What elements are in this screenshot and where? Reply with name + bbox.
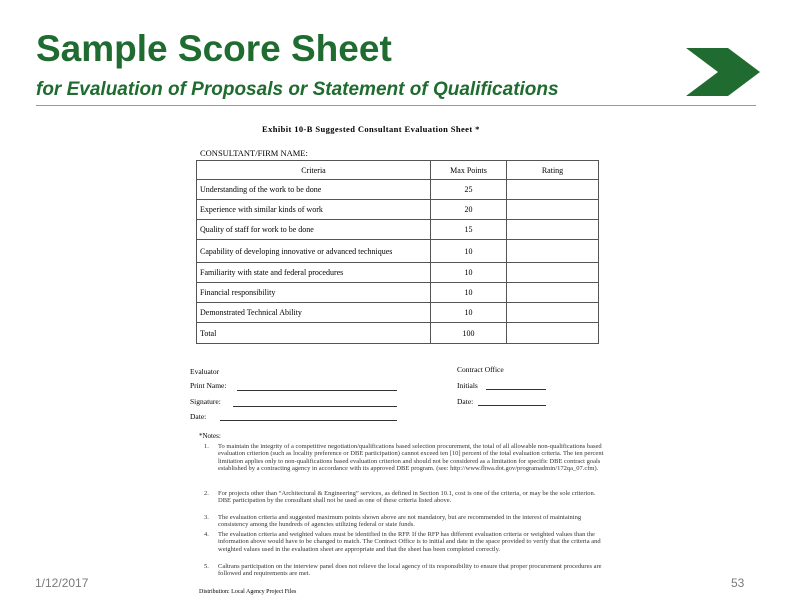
total-row [197,323,599,344]
header-rating: Rating [507,161,599,180]
note-number: 3. [204,514,209,521]
signature-line[interactable] [233,406,397,407]
rating-cell[interactable] [507,240,599,263]
slide-title: Sample Score Sheet [36,28,392,69]
firm-name-label: CONSULTANT/FIRM NAME: [200,148,308,158]
title-divider [36,105,756,106]
distribution-line: Distribution: Local Agency Project Files [199,589,297,595]
total-rating-cell[interactable] [507,323,599,344]
rating-cell[interactable] [507,200,599,220]
chevron-right-icon [686,46,762,98]
footer-date: 1/12/2017 [35,576,89,590]
max-points-cell: 25 [431,180,507,200]
header-criteria: Criteria [197,161,431,180]
table-row [197,263,599,283]
note-number: 2. [204,490,209,497]
max-points-cell: 10 [431,283,507,303]
header-max-points: Max Points [431,161,507,180]
table-row [197,220,599,240]
notes-heading: *Notes: [199,432,221,440]
note-text: To maintain the integrity of a competitive negotiation/qualifications based selection procurement, the total of all allowable non-qualifications based evaluation criterion (such as locality preference or DBE participation) cannot exceed ten [10] percent of the total evaluation criteria. The ten percent limitation applies only to non-qualifications based evaluation criterion and should not be considered as a limitation for specific DBE contract goals established by a contracting agency in accordance with its approved DBE program. (see: http://www.fhwa.dot.gov/programadmin/172qa_07.cfm). [218,443,604,472]
contract-date-line[interactable] [478,405,546,406]
slide-subtitle: for Evaluation of Proposals or Statement of Qualifications [36,79,559,100]
criteria-cell: Experience with similar kinds of work [197,200,431,220]
rating-cell[interactable] [507,180,599,200]
table-row [197,303,599,323]
rating-cell[interactable] [507,283,599,303]
max-points-cell: 15 [431,220,507,240]
note-number: 5. [204,563,209,570]
note-text: The evaluation criteria and weighted values must be identified in the RFP. If the RFP has different evaluation criteria or weighted values than the information above would have to be changed to match. The Contract Office is to initial and date in the space provided to verify that the criteria and weighted values used in the evaluation sheet are appropriate and that the sheet has been completed correctly. [218,531,601,553]
date-label: Date: [190,412,207,421]
criteria-cell: Familiarity with state and federal procedures [197,263,431,283]
note-number: 1. [204,443,209,450]
initials-label: Initials [457,381,478,390]
print-name-label: Print Name: [190,381,227,390]
criteria-cell: Demonstrated Technical Ability [197,303,431,323]
max-points-cell: 10 [431,263,507,283]
evaluator-label: Evaluator [190,367,220,376]
contract-office-label: Contract Office [457,365,504,374]
table-row [197,180,599,200]
note-number: 4. [204,531,209,538]
table-row [197,200,599,220]
total-label: Total [197,323,431,344]
table-header-row [197,161,599,180]
print-name-line[interactable] [237,390,397,391]
page-number: 53 [731,576,745,590]
table-row [197,283,599,303]
criteria-cell: Understanding of the work to be done [197,180,431,200]
table-row [197,240,599,263]
criteria-cell: Quality of staff for work to be done [197,220,431,240]
signature-label: Signature: [190,397,221,406]
date-label-right: Date: [457,397,474,406]
evaluation-table [196,160,599,344]
initials-line[interactable] [486,389,546,390]
evaluator-date-line[interactable] [220,420,397,421]
exhibit-title: Exhibit 10-B Suggested Consultant Evaluation Sheet * [262,124,480,134]
note-text: The evaluation criteria and suggested maximum points shown above are not mandatory, but are recommended in the interest of maintaining consistency among the hundreds of agencies utilizing federal or state funds. [218,514,582,529]
total-max-points: 100 [431,323,507,344]
note-text: For projects other than “Architectural & Engineering” services, as defined in Section 10.1, cost is one of the criteria, or may be the sole criterion. DBE participation by the consultant shall not be used as one of these criteria listed above. [218,490,596,505]
criteria-cell: Capability of developing innovative or advanced techniques [197,240,431,263]
max-points-cell: 20 [431,200,507,220]
criteria-cell: Financial responsibility [197,283,431,303]
max-points-cell: 10 [431,303,507,323]
rating-cell[interactable] [507,263,599,283]
rating-cell[interactable] [507,303,599,323]
rating-cell[interactable] [507,220,599,240]
note-text: Caltrans participation on the interview panel does not relieve the local agency of its responsibility to ensure that proper procurement procedures are followed and requirements are met. [218,563,602,578]
max-points-cell: 10 [431,240,507,263]
